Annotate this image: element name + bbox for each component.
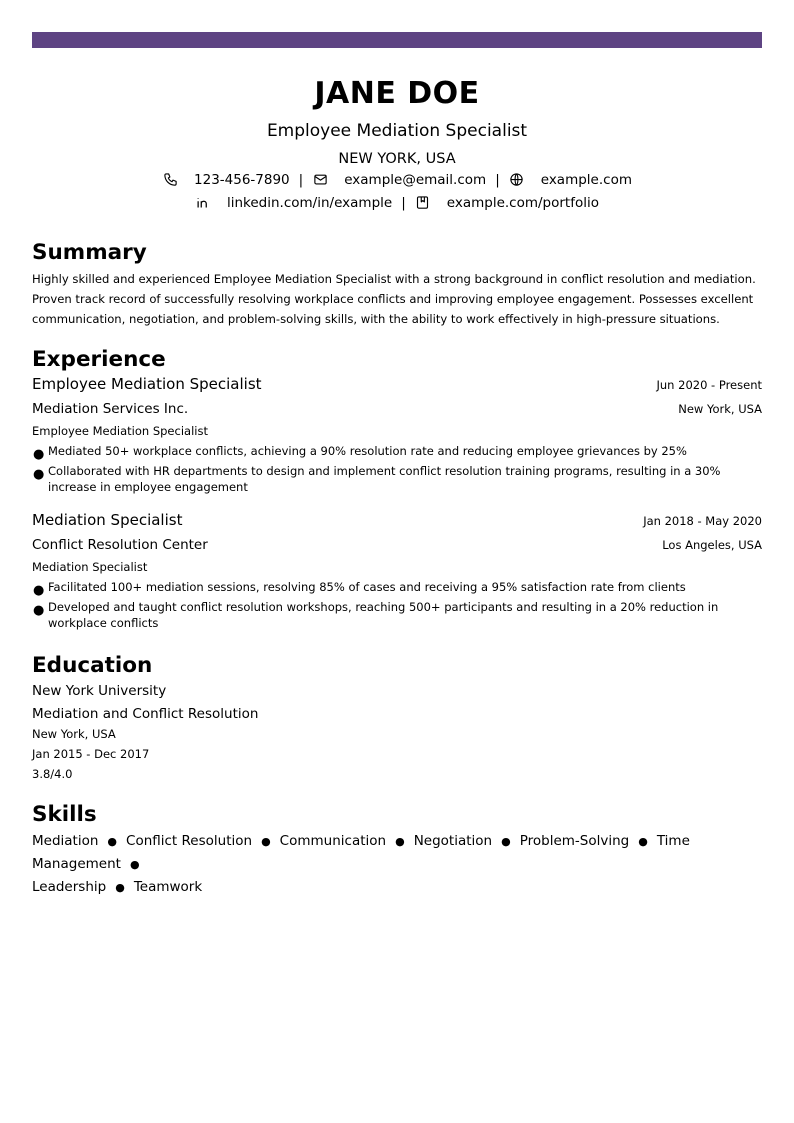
job-dates: Jan 2018 - May 2020 <box>643 514 762 528</box>
job-role: Employee Mediation Specialist <box>32 424 208 438</box>
bullet-icon: ● <box>501 835 511 848</box>
job-location: New York, USA <box>678 402 762 416</box>
education-gpa: 3.8/4.0 <box>32 767 73 781</box>
job-bullets <box>32 443 762 495</box>
education-section <box>32 653 762 784</box>
list-item <box>32 463 762 495</box>
contact-row-2 <box>32 191 762 214</box>
linkedin-icon <box>195 195 211 211</box>
skills-heading: Skills <box>32 802 97 827</box>
job-company: Conflict Resolution Center <box>32 537 208 553</box>
summary-heading: Summary <box>32 240 147 265</box>
bullet-icon: ● <box>395 835 405 848</box>
job-company: Mediation Services Inc. <box>32 401 189 417</box>
globe-icon <box>509 172 525 188</box>
skill-item: Teamwork <box>133 879 203 895</box>
separator: | <box>298 171 304 188</box>
bullet-icon: ● <box>115 881 125 894</box>
skills-section <box>32 802 762 899</box>
bullet-icon: ● <box>33 603 45 618</box>
skill-list <box>32 830 762 899</box>
phone-icon <box>162 172 178 188</box>
skill-item: Negotiation <box>413 833 493 849</box>
skill-item: Problem-Solving <box>519 833 630 849</box>
email-link[interactable]: example@email.com <box>344 171 487 188</box>
education-degree: Mediation and Conflict Resolution <box>32 706 259 722</box>
skill-item: Mediation <box>32 833 99 849</box>
bullet-text: Collaborated with HR departments to design and implement conflict resolution training programs, resulting in a 30% increase in employee engagement <box>48 464 721 494</box>
skill-item: Time Management <box>32 833 690 872</box>
bullet-text: Facilitated 100+ mediation sessions, resolving 85% of cases and receiving a 95% satisfaction rate from clients <box>48 580 686 594</box>
education-heading: Education <box>32 653 153 678</box>
skill-item: Communication <box>279 833 387 849</box>
bullet-text: Mediated 50+ workplace conflicts, achieving a 90% resolution rate and reducing employee grievances by 25% <box>48 444 687 458</box>
experience-heading: Experience <box>32 347 166 372</box>
separator: | <box>495 171 500 188</box>
job-title-header: Employee Mediation Specialist <box>266 121 528 141</box>
job-role: Mediation Specialist <box>32 560 148 574</box>
job-dates: Jun 2020 - Present <box>656 378 762 392</box>
education-dates: Jan 2015 - Dec 2017 <box>32 747 150 761</box>
job-entry <box>32 509 762 631</box>
list-item <box>32 599 762 631</box>
linkedin-link[interactable]: linkedin.com/in/example <box>226 194 393 211</box>
resume-page <box>32 32 762 899</box>
bullet-icon: ● <box>33 583 45 598</box>
bullet-icon: ● <box>261 835 271 848</box>
education-school: New York University <box>32 683 167 699</box>
job-location: Los Angeles, USA <box>662 538 762 552</box>
accent-bar <box>32 32 762 48</box>
bullet-text: Developed and taught conflict resolution workshops, reaching 500+ participants and resulting in a 20% reduction in workplace conflicts <box>48 600 719 630</box>
header-location: NEW YORK, USA <box>338 151 456 167</box>
bullet-icon: ● <box>107 835 118 848</box>
portfolio-link[interactable]: example.com/portfolio <box>446 194 599 211</box>
contact-row-1 <box>32 168 762 191</box>
list-item <box>32 579 762 598</box>
phone-number[interactable]: 123-456-7890 <box>194 171 290 188</box>
job-title: Mediation Specialist <box>32 511 183 529</box>
list-item <box>32 443 762 462</box>
envelope-icon <box>312 172 328 188</box>
bullet-icon: ● <box>33 447 45 462</box>
job-bullets <box>32 579 762 631</box>
job-entry <box>32 373 762 495</box>
job-title: Employee Mediation Specialist <box>32 375 262 393</box>
education-location: New York, USA <box>32 727 116 741</box>
bookmark-icon <box>415 195 431 211</box>
separator: | <box>401 194 406 211</box>
bullet-icon: ● <box>129 858 140 871</box>
bullet-icon: ● <box>638 835 648 848</box>
summary-text: Highly skilled and experienced Employee Mediation Specialist with a strong background in conflict resolution and mediation. Proven track record of successfully resolving workplace conflicts and improving employee engagement. Possesses excellent communication, negotiation, and problem-solving skills, with the ability to work effectively in high-pressure situations. <box>32 272 756 326</box>
skill-item: Leadership <box>32 879 107 895</box>
website-link[interactable]: example.com <box>540 171 632 188</box>
summary-section <box>32 240 762 329</box>
skill-item: Conflict Resolution <box>126 833 253 849</box>
experience-section <box>32 347 762 631</box>
bullet-icon: ● <box>33 467 45 482</box>
candidate-name: JANE DOE <box>314 76 480 111</box>
